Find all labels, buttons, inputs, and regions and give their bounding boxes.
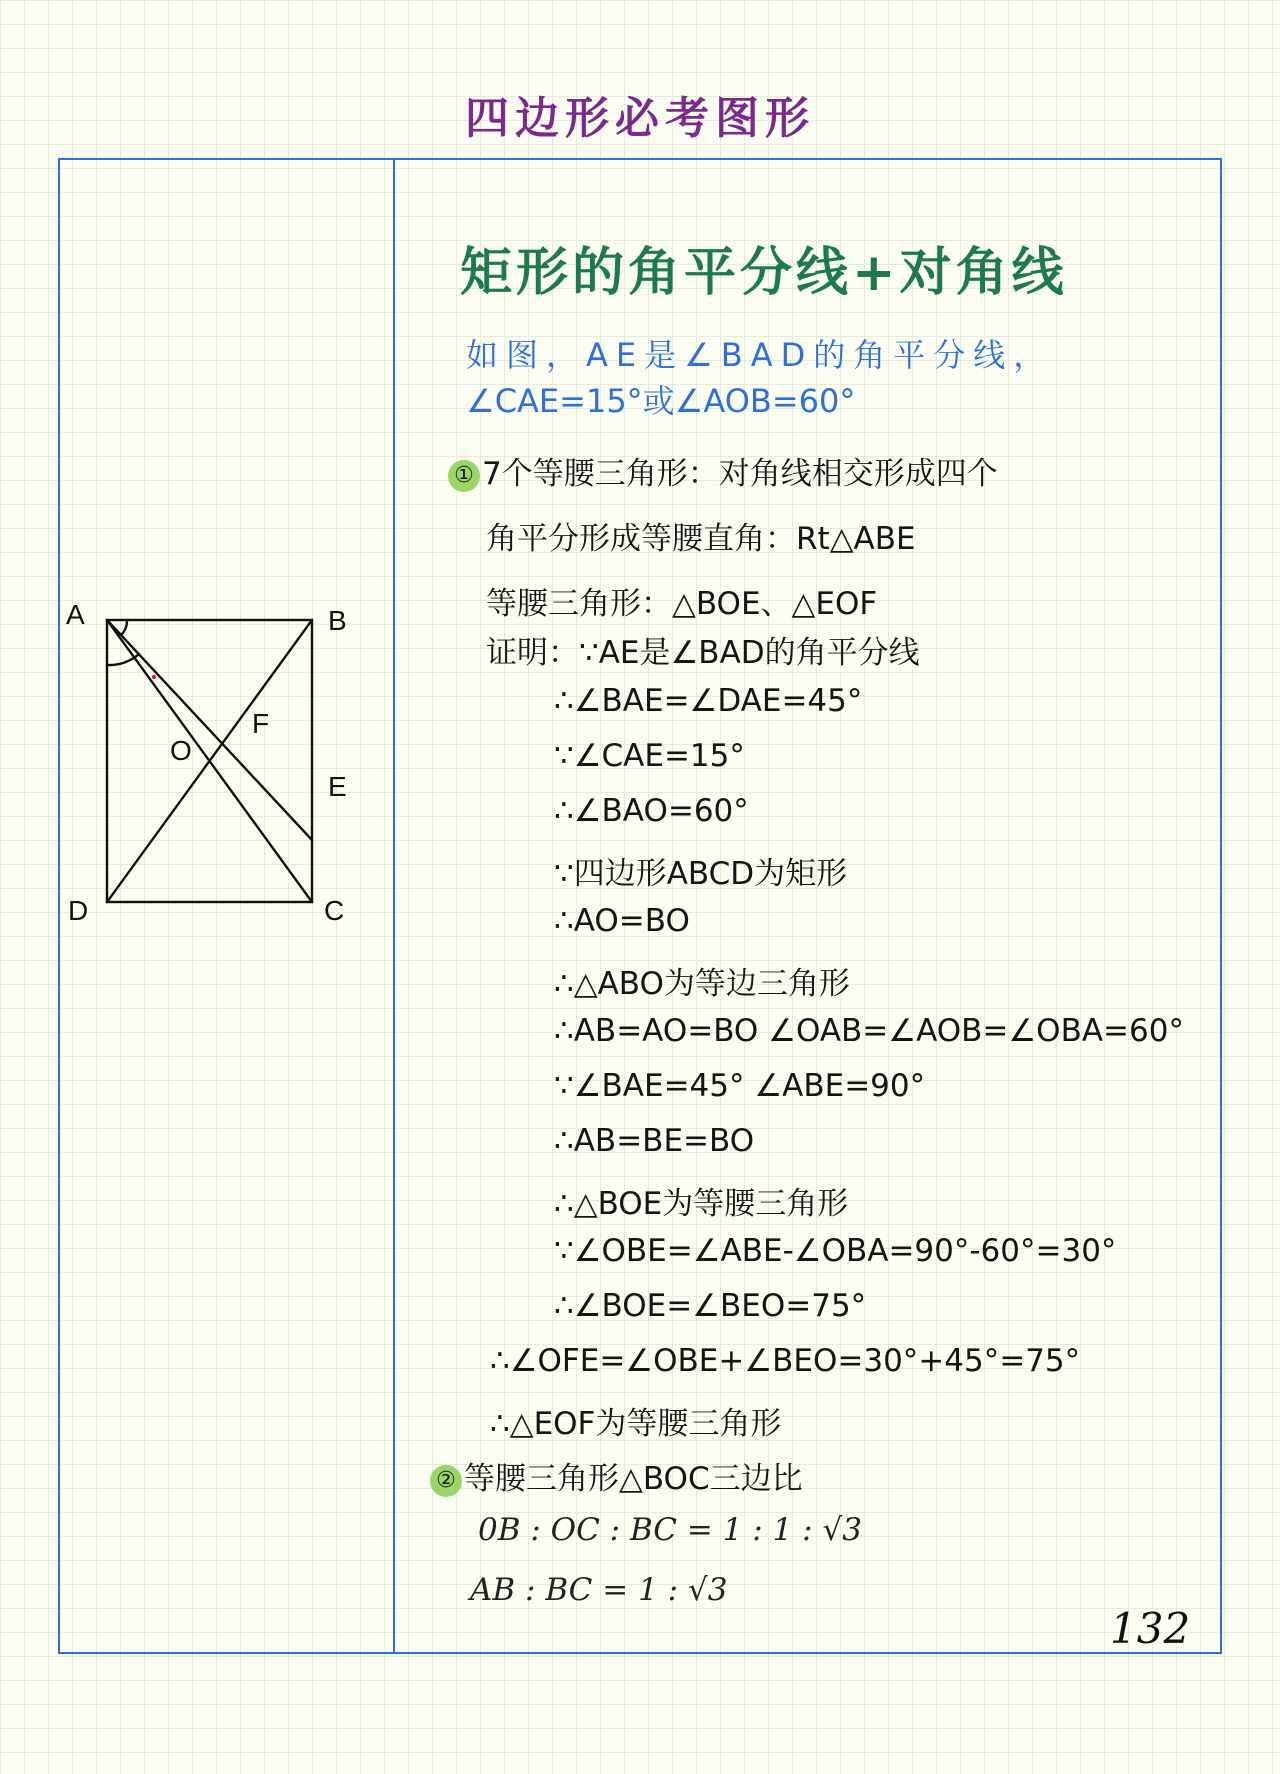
label-f: F — [252, 708, 270, 739]
point-2 — [430, 1453, 803, 1498]
proof-line: ∴AO=BO — [554, 903, 690, 939]
given-line-1: 如图，AE是∠BAD的角平分线， — [466, 336, 1054, 374]
proof-line: ∴∠BAO=60° — [554, 793, 749, 829]
rectangle-figure — [60, 590, 390, 930]
badge-1-icon: ① — [448, 460, 480, 492]
proof-line: ∴∠BOE=∠BEO=75° — [554, 1288, 867, 1324]
red-mark-dot — [152, 675, 156, 679]
point-2-text: 等腰三角形△BOC三边比 — [464, 1461, 803, 1497]
page-title: 四边形必考图形 — [465, 93, 815, 144]
proof-line: ∵四边形ABCD为矩形 — [554, 856, 848, 892]
proof-line: 等腰三角形：△BOE、△EOF — [486, 586, 878, 622]
proof-line: ∵∠CAE=15° — [554, 738, 745, 774]
label-a: A — [66, 599, 85, 630]
column-divider — [393, 158, 395, 1654]
given-condition — [466, 332, 1166, 424]
proof-line: ∴△EOF为等腰三角形 — [490, 1406, 782, 1442]
formula-ratio-1: 0B : OC : BC = 1 : 1 : √3 — [478, 1512, 862, 1548]
section-title: 矩形的角平分线+对角线 — [460, 243, 1068, 303]
point-1-text: 7个等腰三角形：对角线相交形成四个 — [482, 456, 998, 492]
proof-line: ∴△ABO为等边三角形 — [554, 966, 850, 1002]
proof-line: ∴△BOE为等腰三角形 — [554, 1186, 849, 1222]
proof-line: 角平分形成等腰直角：Rt△ABE — [486, 521, 916, 557]
proof-line: ∵∠BAE=45° ∠ABE=90° — [554, 1068, 926, 1104]
bisector-ae — [107, 620, 312, 840]
proof-line: 证明：∵AE是∠BAD的角平分线 — [486, 635, 920, 671]
proof-line: ∴∠OFE=∠OBE+∠BEO=30°+45°=75° — [490, 1343, 1081, 1379]
label-d: D — [68, 895, 89, 926]
proof-line: ∴AB=AO=BO ∠OAB=∠AOB=∠OBA=60° — [554, 1013, 1184, 1049]
proof-line: ∴AB=BE=BO — [554, 1123, 755, 1159]
formula-ratio-2: AB : BC = 1 : √3 — [470, 1572, 728, 1608]
label-b: B — [328, 605, 347, 636]
label-e: E — [328, 771, 347, 802]
given-line-2: ∠CAE=15°或∠AOB=60° — [466, 382, 856, 420]
proof-line: ∴∠BAE=∠DAE=45° — [554, 683, 863, 719]
point-1 — [448, 448, 998, 493]
proof-line: ∵∠OBE=∠ABE-∠OBA=90°-60°=30° — [554, 1233, 1117, 1269]
angle-arc-small — [121, 620, 127, 635]
page-number: 132 — [1110, 1604, 1191, 1653]
label-c: C — [324, 895, 345, 926]
label-o: O — [170, 735, 192, 766]
badge-2-icon: ② — [430, 1465, 462, 1497]
